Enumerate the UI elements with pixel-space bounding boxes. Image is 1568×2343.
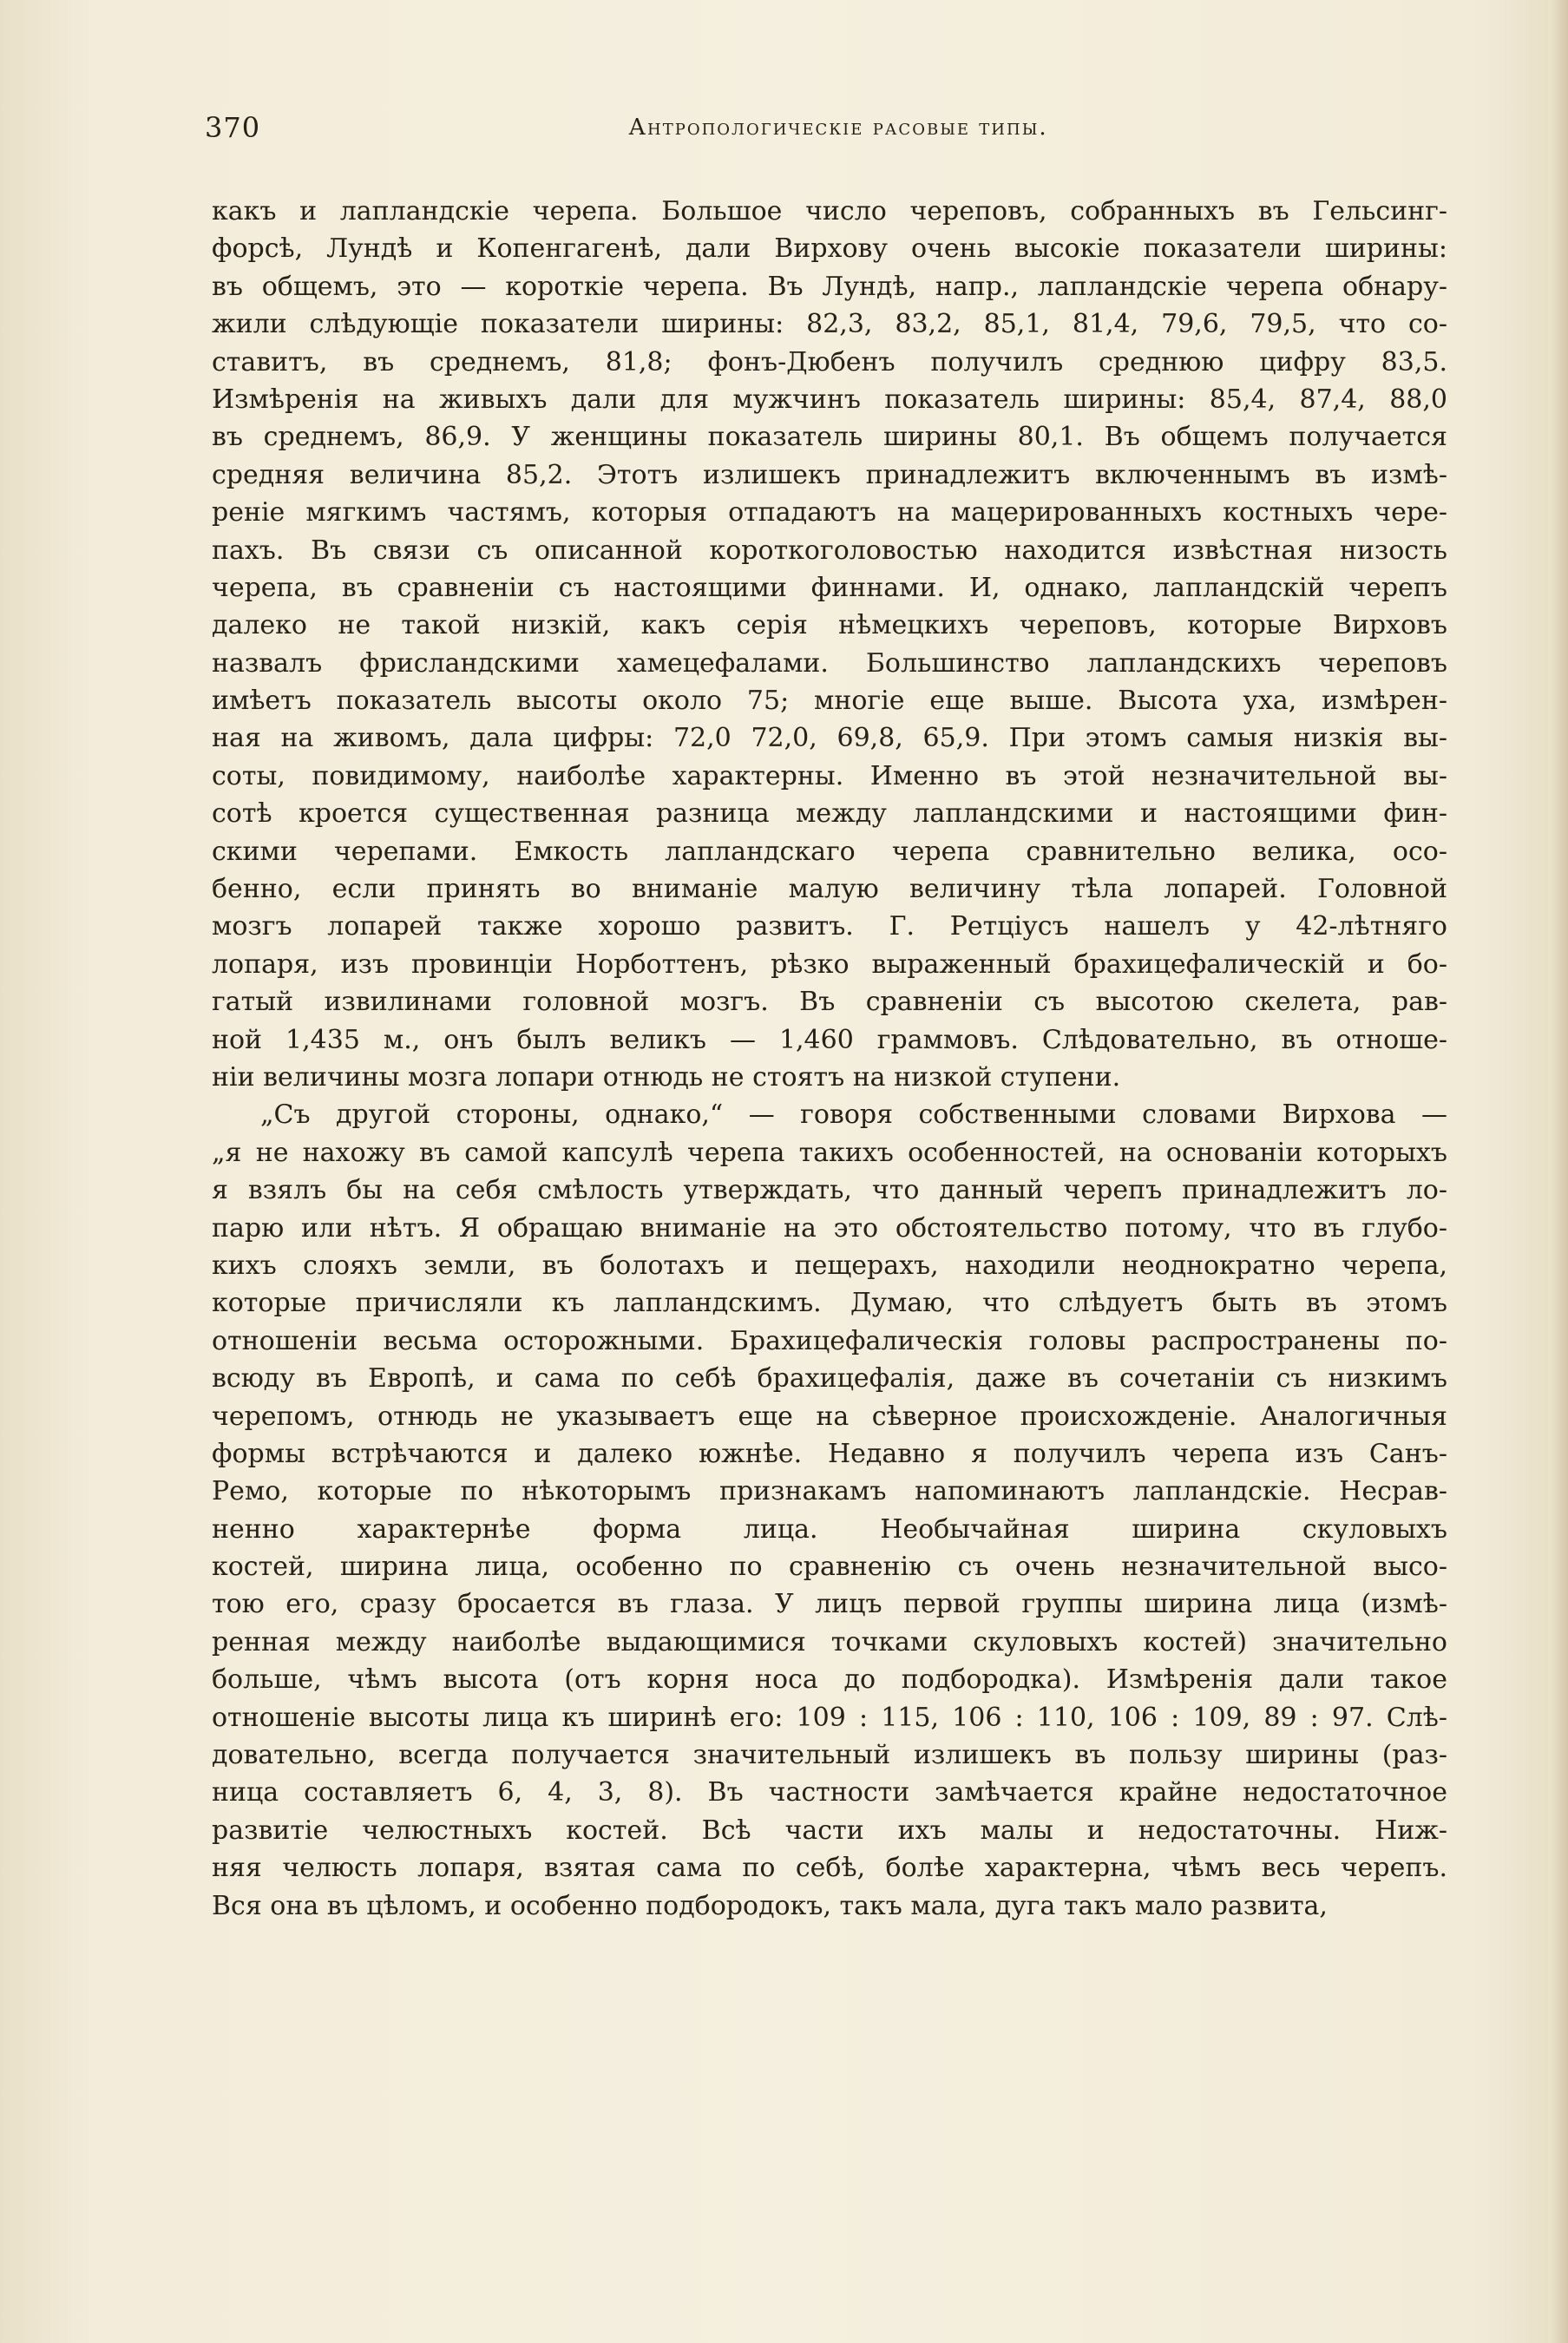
body-text xyxy=(212,193,1447,1925)
text-line: далеко не такой низкій, какъ серія нѣмецкихъ череповъ, которые Вирховъ xyxy=(212,610,1447,641)
text-line: въ общемъ, это — короткіе черепа. Въ Лундѣ, напр., лапландскіе черепа обнару- xyxy=(212,271,1447,302)
text-line: кихъ слояхъ земли, въ болотахъ и пещерахъ, находили неоднократно черепа, xyxy=(212,1250,1447,1281)
text-line: ной 1,435 м., онъ былъ великъ — 1,460 граммовъ. Слѣдовательно, въ отноше- xyxy=(212,1024,1447,1055)
text-line: назвалъ фрисландскими хамецефалами. Большинство лапландскихъ череповъ xyxy=(212,647,1447,679)
text-line: соты, повидимому, наиболѣе характерны. Именно въ этой незначительной вы- xyxy=(212,760,1447,791)
text-line: „я не нахожу въ самой капсулѣ черепа такихъ особенностей, на основаніи которыхъ xyxy=(212,1137,1447,1168)
text-line: Вся она въ цѣломъ, и особенно подбородокъ, такъ мала, дуга такъ мало развита, xyxy=(212,1890,1328,1921)
text-line: я взялъ бы на себя смѣлость утверждать, что данный черепъ принадлежитъ ло- xyxy=(212,1175,1447,1206)
text-line: которые причисляли къ лапландскимъ. Думаю, что слѣдуетъ быть въ этомъ xyxy=(212,1288,1447,1319)
text-line: „Съ другой стороны, однако,“ — говоря собственными словами Вирхова — xyxy=(260,1099,1447,1131)
text-line: пахъ. Въ связи съ описанной короткоголовостью находится извѣстная низость xyxy=(212,535,1447,566)
text-line: Измѣренія на живыхъ дали для мужчинъ показатель ширины: 85,4, 87,4, 88,0 xyxy=(212,384,1447,415)
text-line: больше, чѣмъ высота (отъ корня носа до подбородка). Измѣренія дали такое xyxy=(212,1664,1447,1696)
paragraph-1 xyxy=(212,193,1447,1096)
text-line: парю или нѣтъ. Я обращаю вниманіе на это обстоятельство потому, что въ глубо- xyxy=(212,1212,1447,1244)
text-line: отношеніи весьма осторожными. Брахицефалическія головы распространены по- xyxy=(212,1325,1447,1356)
paragraph-2 xyxy=(212,1096,1447,1925)
text-line: няя челюсть лопаря, взятая сама по себѣ, болѣе характерна, чѣмъ весь черепъ. xyxy=(212,1853,1447,1884)
text-line: реніе мягкимъ частямъ, которыя отпадаютъ на мацерированныхъ костныхъ чере- xyxy=(212,497,1447,528)
text-line: формы встрѣчаются и далеко южнѣе. Недавно я получилъ черепа изъ Санъ- xyxy=(212,1438,1447,1469)
text-line: жили слѣдующіе показатели ширины: 82,3, 83,2, 85,1, 81,4, 79,6, 79,5, что со- xyxy=(212,309,1447,340)
text-line: мозгъ лопарей также хорошо развитъ. Г. Ретціусъ нашелъ у 42-лѣтняго xyxy=(212,911,1447,942)
text-line: ренная между наиболѣе выдающимися точками скуловыхъ костей) значительно xyxy=(212,1626,1447,1657)
text-line: ная на живомъ, дала цифры: 72,0 72,0, 69,8, 65,9. При этомъ самыя низкія вы- xyxy=(212,723,1447,754)
text-line: тою его, сразу бросается въ глаза. У лицъ первой группы ширина лица (измѣ- xyxy=(212,1589,1447,1620)
text-line: черепомъ, отнюдь не указываетъ еще на сѣверное происхожденіе. Аналогичныя xyxy=(212,1401,1447,1432)
text-line: лопаря, изъ провинціи Норботтенъ, рѣзко выраженный брахицефалическій и бо- xyxy=(212,948,1447,980)
text-line: гатый извилинами головной мозгъ. Въ сравненіи съ высотою скелета, рав- xyxy=(212,987,1447,1018)
text-line: всюду въ Европѣ, и сама по себѣ брахицефалія, даже въ сочетаніи съ низкимъ xyxy=(212,1363,1447,1395)
page-header xyxy=(205,111,1454,160)
text-line: какъ и лапландскіе черепа. Большое число череповъ, собранныхъ въ Гельсинг- xyxy=(212,196,1447,226)
page-edge-shadow xyxy=(1552,0,1568,2343)
text-line: бенно, если принять во вниманіе малую величину тѣла лопарей. Головной xyxy=(212,874,1447,905)
text-line: скими черепами. Емкость лапландскаго черепа сравнительно велика, осо- xyxy=(212,836,1447,867)
text-line: костей, ширина лица, особенно по сравненію съ очень незначительной высо- xyxy=(212,1552,1447,1583)
text-line: сотѣ кроется существенная разница между лапландскими и настоящими фин- xyxy=(212,798,1447,830)
running-title: Антропологическіе расовые типы. xyxy=(628,115,1048,141)
text-line: ніи величины мозга лопари отнюдь не стоятъ на низкой ступени. xyxy=(212,1061,1121,1093)
text-line: ненно характернѣе форма лица. Необычайная ширина скуловыхъ xyxy=(212,1513,1447,1545)
text-line: Ремо, которые по нѣкоторымъ признакамъ напоминаютъ лапландскіе. Несрав- xyxy=(212,1476,1447,1507)
text-line: форсѣ, Лундѣ и Копенгагенѣ, дали Вирхову очень высокіе показатели ширины: xyxy=(212,233,1447,265)
text-line: ставитъ, въ среднемъ, 81,8; фонъ-Дюбенъ получилъ среднюю цифру 83,5. xyxy=(212,346,1447,377)
text-line: въ среднемъ, 86,9. У женщины показатель ширины 80,1. Въ общемъ получается xyxy=(212,422,1447,453)
text-line: ница составляетъ 6, 4, 3, 8). Въ частности замѣчается крайне недостаточное xyxy=(212,1777,1447,1808)
text-line: отношеніе высоты лица къ ширинѣ его: 109 : 115, 106 : 110, 106 : 109, 89 : 97. Слѣ- xyxy=(212,1702,1447,1733)
text-line: черепа, въ сравненіи съ настоящими финнами. И, однако, лапландскій черепъ xyxy=(212,572,1447,603)
text-line: развитіе челюстныхъ костей. Всѣ части ихъ малы и недостаточны. Ниж- xyxy=(212,1815,1447,1846)
text-line: средняя величина 85,2. Этотъ излишекъ принадлежитъ включеннымъ въ измѣ- xyxy=(212,459,1447,490)
text-line: довательно, всегда получается значительный излишекъ въ пользу ширины (раз- xyxy=(212,1740,1447,1771)
text-line: имѣетъ показатель высоты около 75; многіе еще выше. Высота уха, измѣрен- xyxy=(212,686,1447,717)
page-number: 370 xyxy=(205,111,261,144)
